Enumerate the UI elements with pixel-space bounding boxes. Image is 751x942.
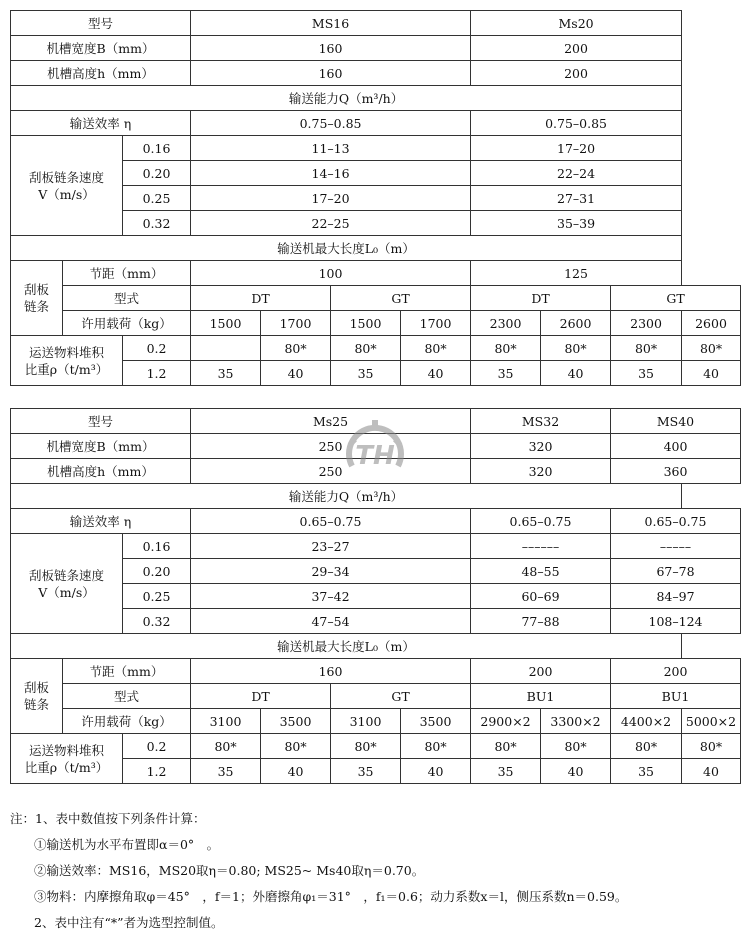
length-value [191,336,261,361]
length-value: 80* [331,734,401,759]
capacity-ms20: 22–24 [471,161,682,186]
load-label: 许用载荷（kg） [63,311,191,336]
trough-width-ms16: 160 [191,36,471,61]
trough-height-label: 机槽高度h（mm） [11,61,191,86]
capacity-ms25: 23–27 [191,534,471,559]
length-value: 40 [541,361,611,386]
capacity-title-row [11,86,741,111]
length-title: 输送机最大长度L₀（m） [11,634,682,659]
length-value: 35 [331,759,401,784]
efficiency-ms16: 0.75–0.85 [191,111,471,136]
chain-type: GT [331,684,471,709]
speed-label: 刮板链条速度 V（m/s） [11,534,123,634]
trough-height-ms32: 320 [471,459,611,484]
model-ms25: Ms25 [191,409,471,434]
chain-type-row [11,684,741,709]
load-value: 1700 [261,311,331,336]
trough-height-ms40: 360 [611,459,741,484]
trough-height-ms25: 250 [191,459,471,484]
load-row [11,709,741,734]
density-label: 运送物料堆积 比重ρ（t/m³） [11,734,123,784]
efficiency-label: 输送效率 η [11,111,191,136]
density-row [11,336,741,361]
length-title-row [11,634,741,659]
length-value: 35 [331,361,401,386]
capacity-title: 输送能力Q（m³/h） [11,484,682,509]
load-value: 1700 [401,311,471,336]
speed-value: 0.20 [123,161,191,186]
length-value: 40 [682,759,741,784]
load-value: 2300 [471,311,541,336]
length-value: 35 [191,759,261,784]
chain-type-label: 型式 [63,286,191,311]
length-title-row [11,236,741,261]
pitch-row [11,659,741,684]
length-value: 80* [471,336,541,361]
model-row [11,11,741,36]
capacity-ms32: 48–55 [471,559,611,584]
note-line: ③物料：内摩擦角取φ＝45° ，f＝1；外磨擦角φ₁＝31° ，f₁＝0.6；动力系数x＝l，侧压系数n＝0.59。 [34,889,628,904]
chain-type: DT [191,684,331,709]
length-value: 80* [401,734,471,759]
load-value: 2300 [611,311,682,336]
load-value: 1500 [191,311,261,336]
length-value: 35 [611,361,682,386]
pitch-ms16: 100 [191,261,471,286]
length-value: 40 [541,759,611,784]
trough-height-ms16: 160 [191,61,471,86]
length-value: 40 [261,361,331,386]
length-value: 80* [261,734,331,759]
pitch-label: 节距（mm） [63,261,191,286]
chain-type-row [11,286,741,311]
note-line: 注：1、表中数值按下列条件计算： [10,811,206,826]
length-value: 80* [541,336,611,361]
trough-width-label: 机槽宽度B（mm） [11,36,191,61]
chain-type-label: 型式 [63,684,191,709]
length-value: 40 [682,361,741,386]
load-value: 1500 [331,311,401,336]
density-value: 0.2 [123,336,191,361]
speed-value: 0.25 [123,186,191,211]
load-value: 5000×2 [682,709,741,734]
spec-table-ms16-ms20 [10,10,741,386]
chain-type: BU1 [611,684,741,709]
length-value: 80* [611,734,682,759]
pitch-ms40: 200 [611,659,741,684]
density-value: 1.2 [123,361,191,386]
speed-value: 0.32 [123,211,191,236]
density-label: 运送物料堆积 比重ρ（t/m³） [11,336,123,386]
note-line: ①输送机为水平布置即α＝0° 。 [34,837,220,852]
pitch-label: 节距（mm） [63,659,191,684]
density-value: 1.2 [123,759,191,784]
load-value: 2900×2 [471,709,541,734]
capacity-ms25: 37–42 [191,584,471,609]
length-value: 80* [331,336,401,361]
chain-type: DT [191,286,331,311]
length-value: 80* [682,734,741,759]
capacity-title: 输送能力Q（m³/h） [11,86,682,111]
trough-width-row [11,36,741,61]
pitch-ms32: 200 [471,659,611,684]
trough-width-ms32: 320 [471,434,611,459]
length-value: 80* [261,336,331,361]
note-line: 2、表中注有“*”者为选型控制值。 [34,915,224,930]
load-value: 3300×2 [541,709,611,734]
speed-value: 0.20 [123,559,191,584]
load-value: 3500 [401,709,471,734]
load-value: 2600 [541,311,611,336]
speed-row [11,534,741,559]
trough-width-label: 机槽宽度B（mm） [11,434,191,459]
length-value: 40 [261,759,331,784]
capacity-ms32: 60–69 [471,584,611,609]
pitch-ms25: 160 [191,659,471,684]
th-logo-icon [340,418,410,488]
length-value: 80* [611,336,682,361]
length-value: 80* [191,734,261,759]
model-ms20: Ms20 [471,11,682,36]
chain-type: GT [611,286,741,311]
density-value: 0.2 [123,734,191,759]
model-ms40: MS40 [611,409,741,434]
length-title: 输送机最大长度L₀（m） [11,236,682,261]
capacity-ms16: 22–25 [191,211,471,236]
trough-width-ms40: 400 [611,434,741,459]
length-value: 35 [471,361,541,386]
load-row [11,311,741,336]
length-value: 35 [191,361,261,386]
note-line: ②输送效率：MS16，MS20取η＝0.80; MS25~ Ms40取η＝0.70。 [34,863,425,878]
model-ms32: MS32 [471,409,611,434]
load-label: 许用载荷（kg） [63,709,191,734]
chain-label: 刮板 链条 [11,659,63,734]
trough-width-ms25: 250 [191,434,471,459]
speed-value: 0.25 [123,584,191,609]
capacity-ms16: 11–13 [191,136,471,161]
model-label: 型号 [11,11,191,36]
length-value: 80* [401,336,471,361]
pitch-row [11,261,741,286]
chain-label: 刮板 链条 [11,261,63,336]
capacity-ms32: 77–88 [471,609,611,634]
load-value: 4400×2 [611,709,682,734]
capacity-ms40: 84–97 [611,584,741,609]
density-row [11,734,741,759]
length-value: 40 [401,361,471,386]
capacity-ms16: 14–16 [191,161,471,186]
chain-type: GT [331,286,471,311]
efficiency-label: 输送效率 η [11,509,191,534]
pitch-ms20: 125 [471,261,682,286]
efficiency-ms32: 0.65–0.75 [471,509,611,534]
notes [10,806,741,936]
capacity-ms32: –––––– [471,534,611,559]
capacity-ms40: 67–78 [611,559,741,584]
efficiency-ms25: 0.65–0.75 [191,509,471,534]
model-ms16: MS16 [191,11,471,36]
logo-text: TH [355,441,395,471]
capacity-ms40: ––––– [611,534,741,559]
trough-height-label: 机槽高度h（mm） [11,459,191,484]
length-value: 80* [682,336,741,361]
trough-height-row [11,61,741,86]
length-value: 35 [611,759,682,784]
capacity-ms20: 17–20 [471,136,682,161]
speed-value: 0.32 [123,609,191,634]
trough-height-ms20: 200 [471,61,682,86]
load-value: 3100 [191,709,261,734]
trough-width-ms20: 200 [471,36,682,61]
length-value: 40 [401,759,471,784]
capacity-ms25: 29–34 [191,559,471,584]
speed-value: 0.16 [123,136,191,161]
length-value: 35 [471,759,541,784]
speed-value: 0.16 [123,534,191,559]
load-value: 3100 [331,709,401,734]
capacity-ms40: 108–124 [611,609,741,634]
load-value: 3500 [261,709,331,734]
model-label: 型号 [11,409,191,434]
speed-row [11,136,741,161]
chain-type: BU1 [471,684,611,709]
efficiency-row [11,111,741,136]
capacity-ms16: 17–20 [191,186,471,211]
efficiency-row [11,509,741,534]
efficiency-ms20: 0.75–0.85 [471,111,682,136]
capacity-ms20: 35–39 [471,211,682,236]
chain-type: DT [471,286,611,311]
speed-label: 刮板链条速度 V（m/s） [11,136,123,236]
load-value: 2600 [682,311,741,336]
length-value: 80* [471,734,541,759]
efficiency-ms40: 0.65–0.75 [611,509,741,534]
capacity-ms20: 27–31 [471,186,682,211]
length-value: 80* [541,734,611,759]
capacity-ms25: 47–54 [191,609,471,634]
